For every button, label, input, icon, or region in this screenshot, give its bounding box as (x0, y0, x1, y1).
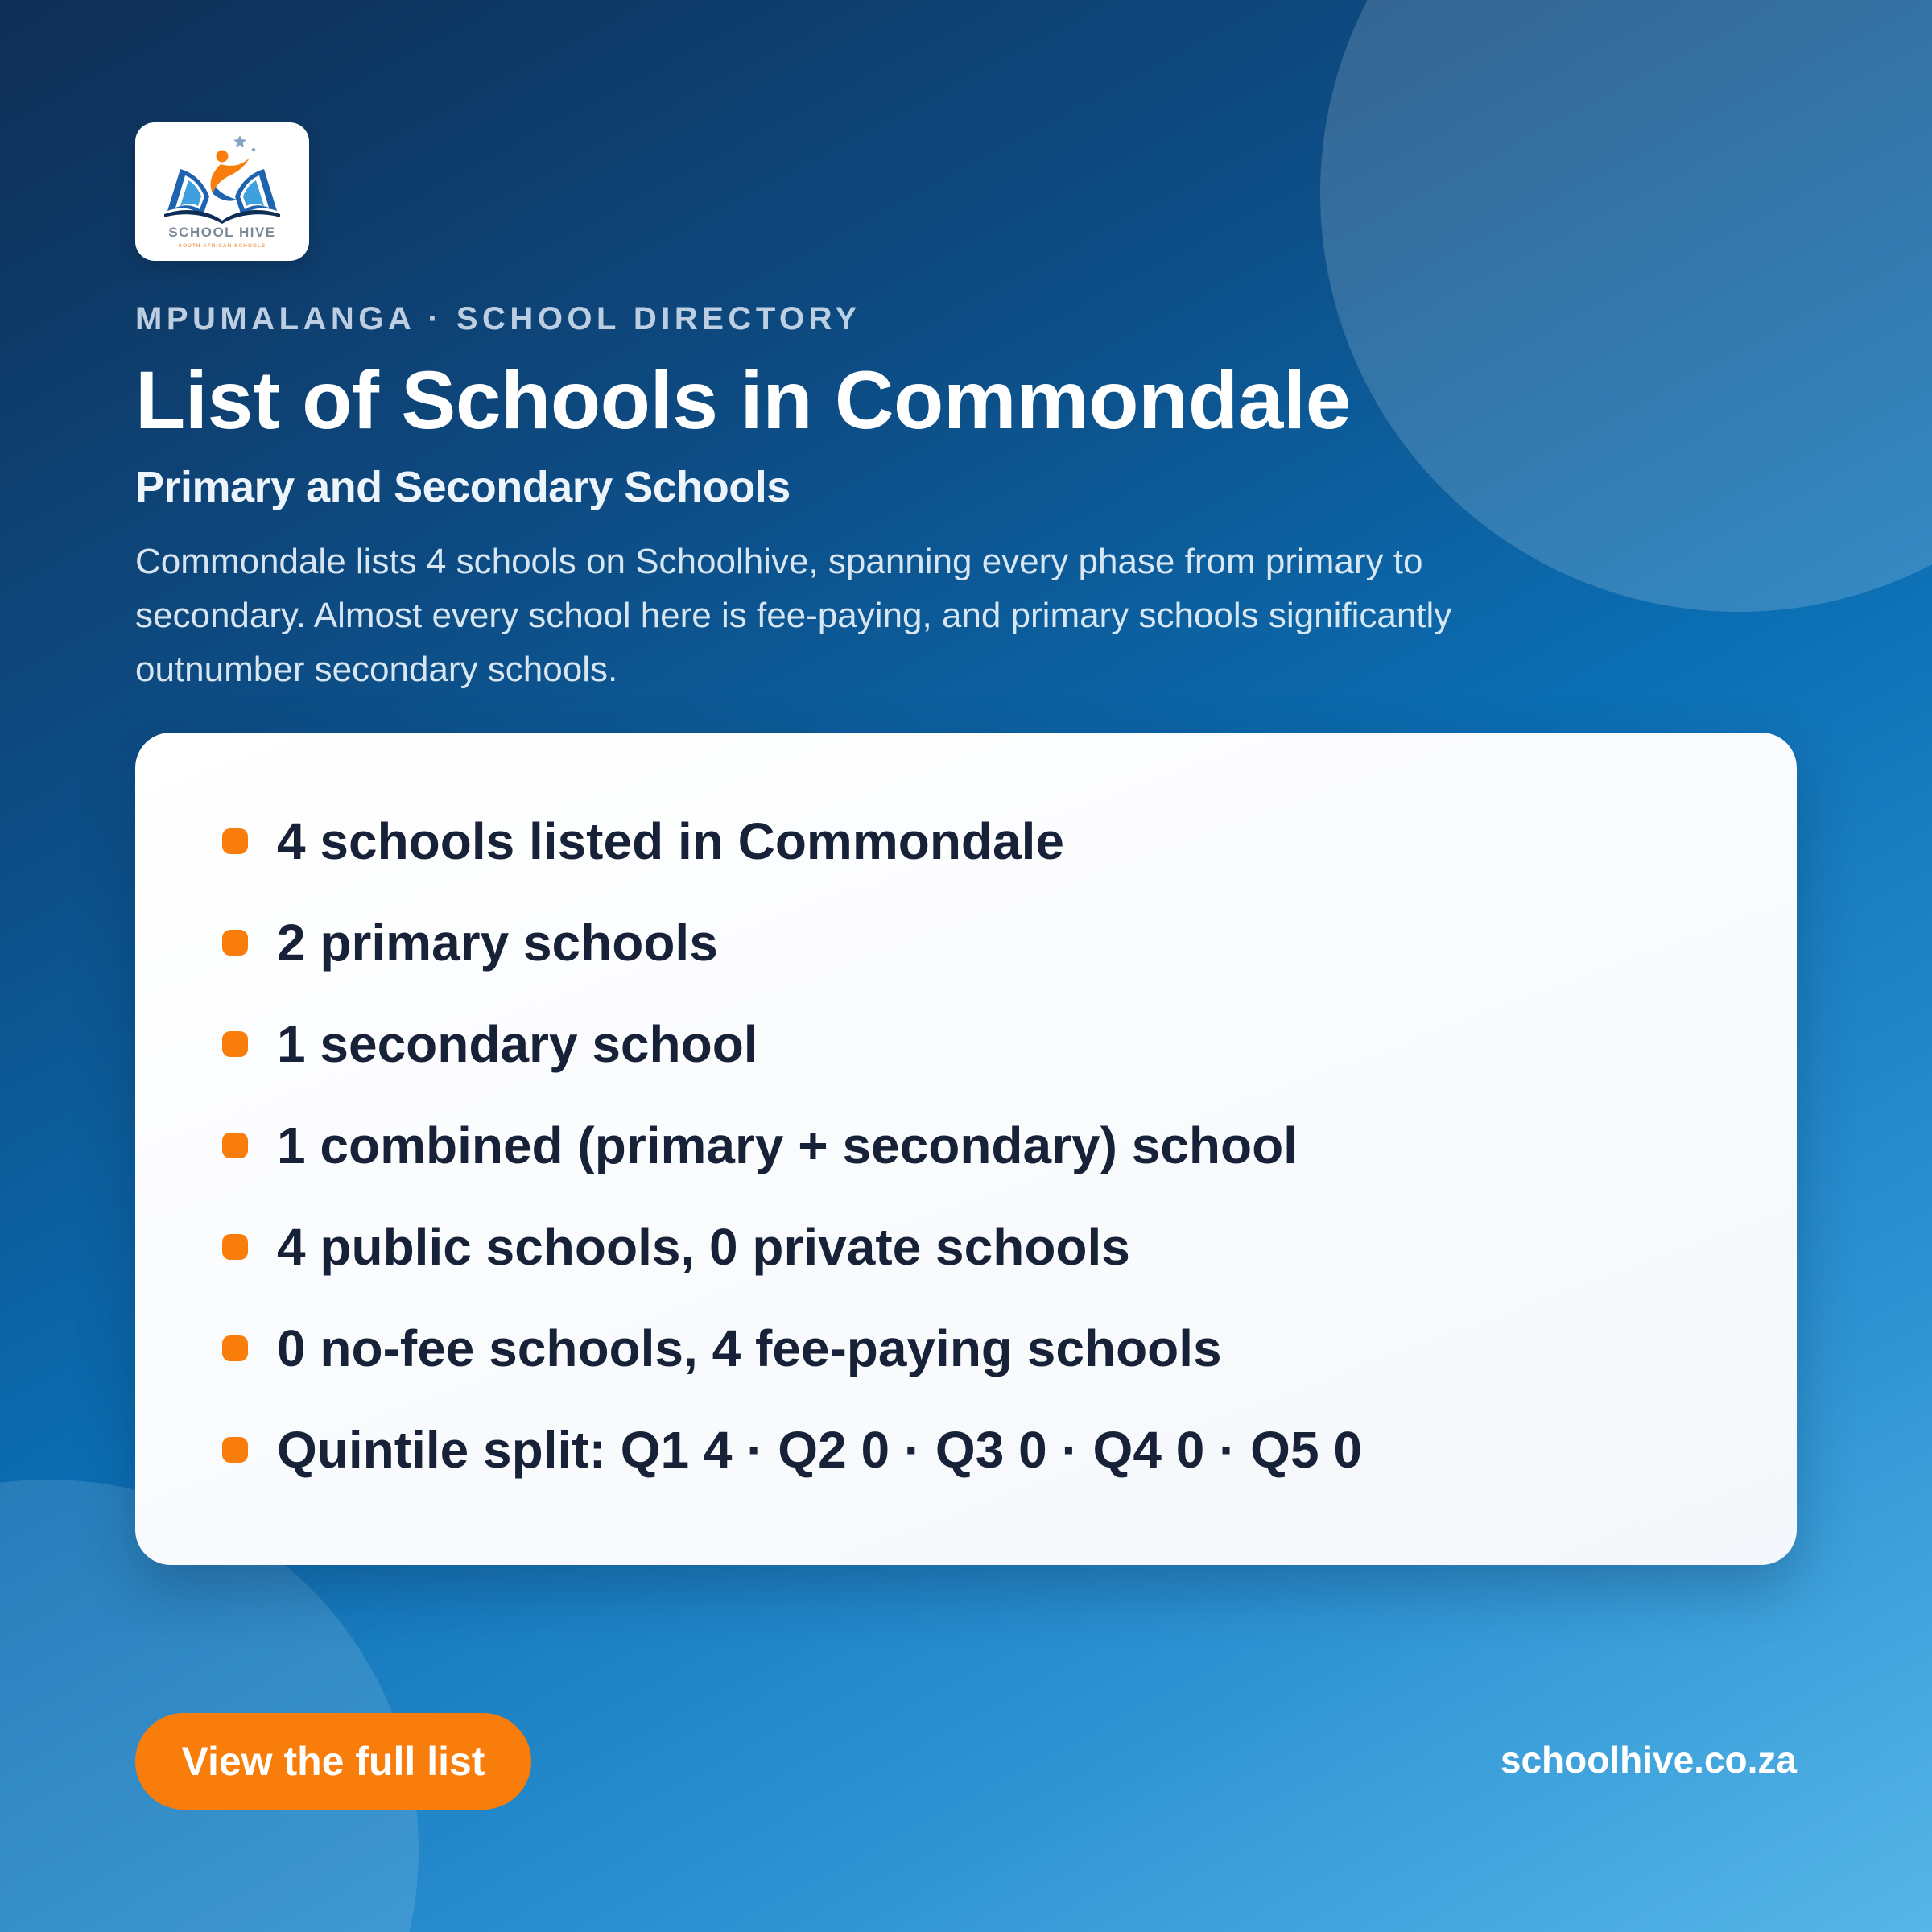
bullet-icon (222, 1437, 248, 1463)
fact-text: 0 no-fee schools, 4 fee-paying schools (277, 1319, 1222, 1377)
bullet-icon (222, 1031, 248, 1057)
fact-text: 2 primary schools (277, 914, 718, 972)
svg-text:SCHOOL HIVE: SCHOOL HIVE (168, 225, 276, 240)
fact-text: 4 schools listed in Commondale (277, 812, 1064, 870)
fact-item (222, 1298, 1362, 1399)
facts-list (222, 791, 1362, 1501)
view-full-list-button[interactable]: View the full list (135, 1713, 531, 1810)
fact-text: Quintile split: Q1 4 · Q2 0 · Q3 0 · Q4 0 · Q5 0 (277, 1421, 1362, 1479)
decorative-circle-top (1320, 0, 1932, 612)
fact-item (222, 892, 1362, 993)
bullet-icon (222, 930, 248, 956)
fact-item (222, 993, 1362, 1095)
fact-item (222, 1095, 1362, 1196)
fact-item (222, 791, 1362, 892)
page-subtitle: Primary and Secondary Schools (135, 463, 791, 511)
bullet-icon (222, 1234, 248, 1260)
svg-text:SOUTH AFRICAN SCHOOLS: SOUTH AFRICAN SCHOOLS (178, 243, 266, 249)
facts-card (135, 733, 1797, 1565)
book-logo-icon (135, 122, 309, 261)
bullet-icon (222, 828, 248, 854)
bullet-icon (222, 1133, 248, 1158)
site-url: schoolhive.co.za (1500, 1739, 1797, 1781)
eyebrow-label: MPUMALANGA · SCHOOL DIRECTORY (135, 301, 861, 336)
fact-item (222, 1399, 1362, 1501)
page-title: List of Schools in Commondale (135, 354, 1351, 446)
fact-item (222, 1196, 1362, 1298)
fact-text: 4 public schools, 0 private schools (277, 1218, 1130, 1276)
intro-description: Commondale lists 4 schools on Schoolhive, spanning every phase from primary to secondary. Almost every school here is fee-paying, and primary schools significantly outnumber secondary schools. (135, 542, 1452, 689)
fact-text: 1 combined (primary + secondary) school (277, 1117, 1298, 1174)
fact-text: 1 secondary school (277, 1015, 758, 1073)
school-hive-logo (135, 122, 309, 261)
bullet-icon (222, 1335, 248, 1361)
